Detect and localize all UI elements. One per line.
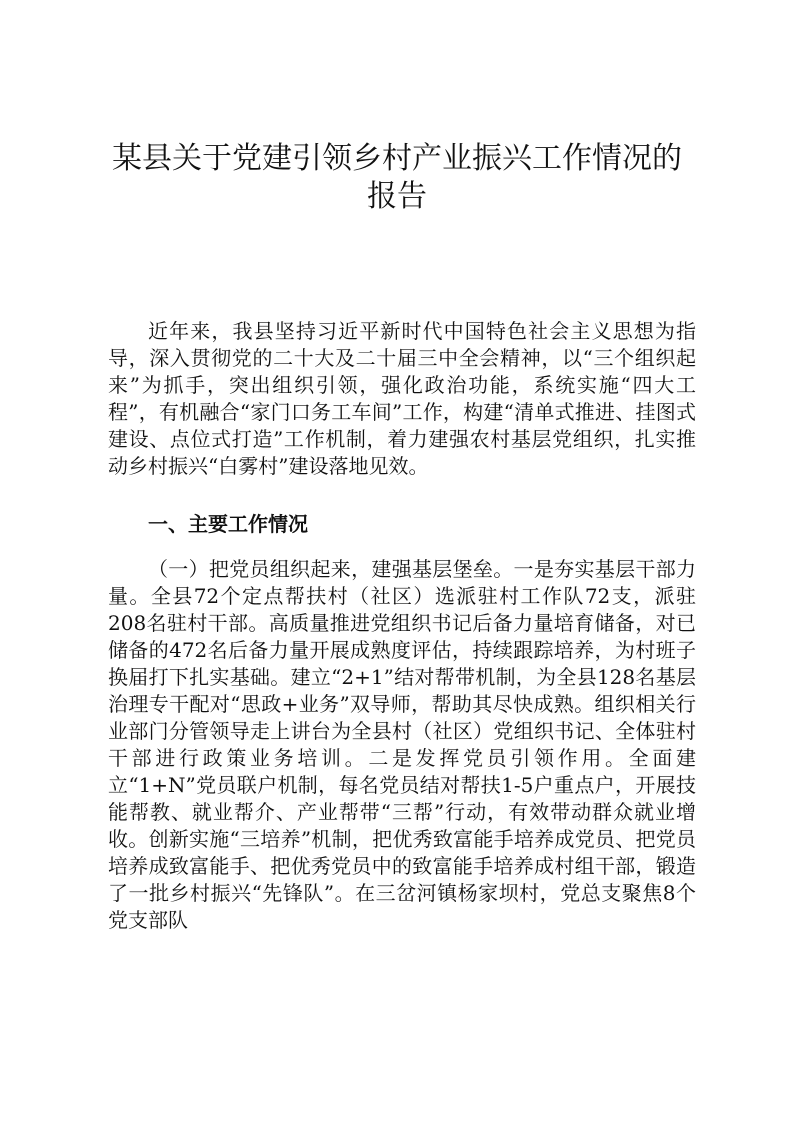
document-title: 某县关于党建引领乡村产业振兴工作情况的报告 xyxy=(112,141,682,214)
intro-paragraph: 近年来，我县坚持习近平新时代中国特色社会主义思想为指导，深入贯彻党的二十大及二十届三中全会精神，以“三个组织起来”为抓手，突出组织引领，强化政治功能，系统实施“四大工程”，有机融合“家门口务工车间”工作，构建“清单式推进、挂图式建设、点位式打造”工作机制，着力建强农村基层党组织，扎实推动乡村振兴“白雾村”建设落地见效。 xyxy=(108,319,696,478)
section-heading: 一、主要工作情况 xyxy=(148,512,308,536)
section-paragraph: （一）把党员组织起来，建强基层堡垒。一是夯实基层干部力量。全县72个定点帮扶村（社区）选派驻村工作队72支，派驻208名驻村干部。高质量推进党组织书记后备力量培育储备，对已储备的472名后备力量开展成熟度评估，持续跟踪培养，为村班子换届打下扎实基础。建立“2+1”结对帮带机制，为全县128名基层治理专干配对“思政+业务”双导师，帮助其尽快成熟。组织相关行业部门分管领导走上讲台为全县村（社区）党组织书记、全体驻村干部进行政策业务培训。二是发挥党员引领作用。全面建立“1+N”党员联户机制，每名党员结对帮扶1-5户重点户，开展技能帮教、就业帮介、产业帮带“三帮”行动，有效带动群众就业增收。创新实施“三培养”机制，把优秀致富能手培养成党员、把党员培养成致富能手、把优秀党员中的致富能手培养成村组干部，锻造了一批乡村振兴“先锋队”。在三岔河镇杨家坝村，党总支聚焦8个党支部队 xyxy=(108,557,696,932)
